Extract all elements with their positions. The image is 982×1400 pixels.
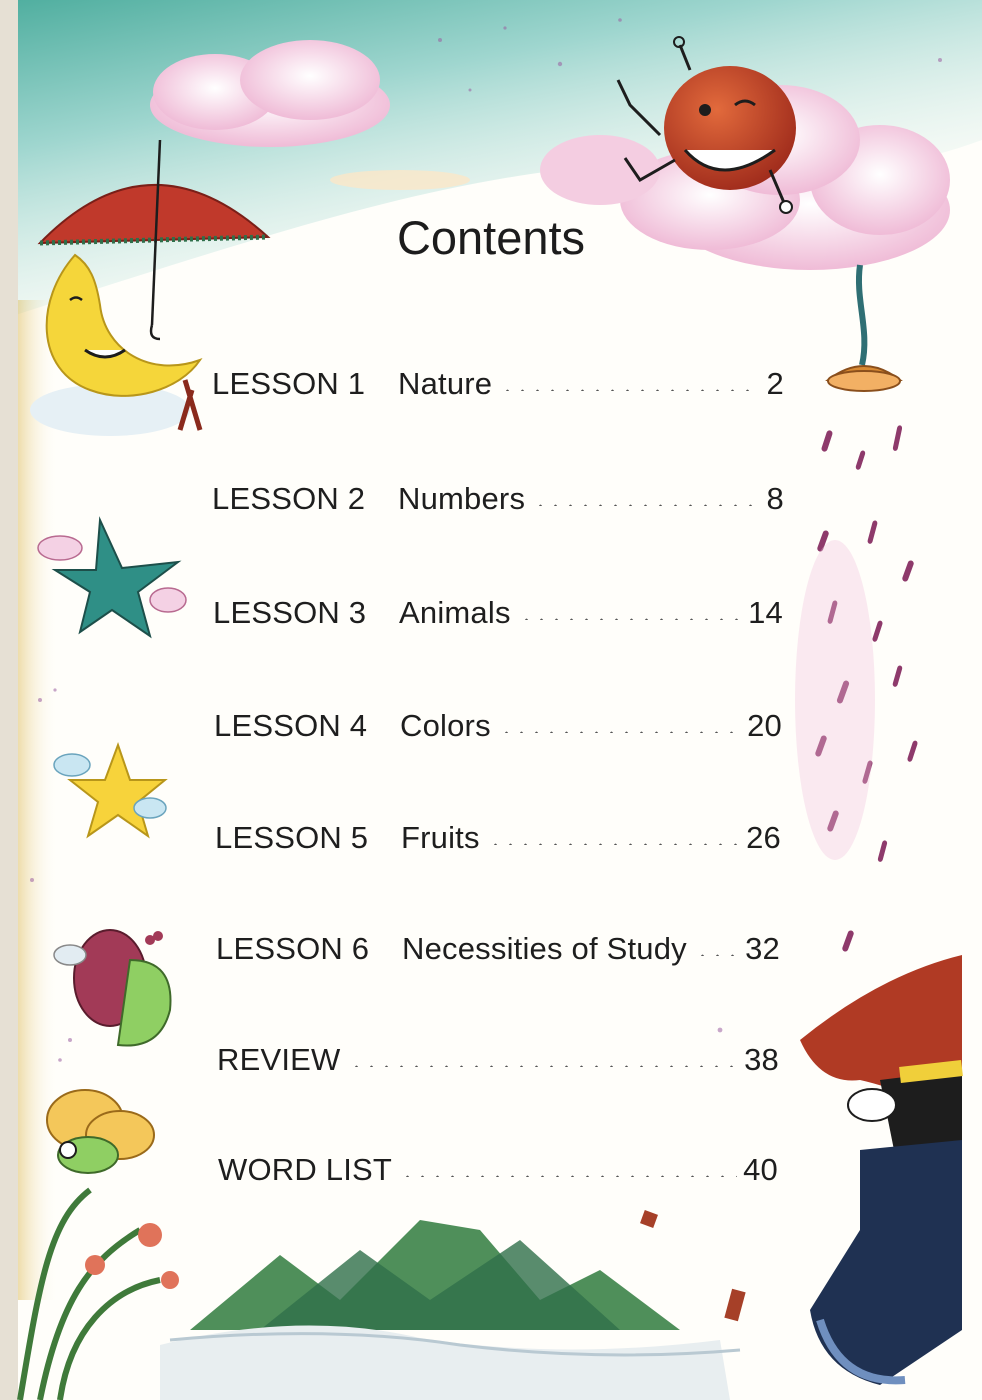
toc-entry-review[interactable] — [217, 1042, 779, 1078]
toc-entry-lesson-2[interactable] — [212, 481, 784, 517]
toc-entry-page: 14 — [748, 595, 783, 630]
snail-character-icon — [54, 930, 171, 1046]
winged-star-green-icon — [38, 520, 186, 636]
winged-star-yellow-icon — [54, 745, 166, 836]
toc-entry-page: 2 — [766, 366, 784, 401]
dot-leader — [695, 954, 739, 956]
dot-leader — [500, 389, 760, 391]
dot-leader — [499, 731, 741, 733]
toc-entry-word-list[interactable] — [218, 1152, 778, 1188]
toc-entry-number: LESSON 5 — [215, 820, 369, 855]
toc-entry-title: Nature — [398, 366, 493, 401]
toc-entry-page: 26 — [746, 820, 781, 855]
bee-character-icon — [47, 1090, 154, 1173]
toc-entry-lesson-3[interactable] — [213, 595, 783, 631]
toc-entry-page: 20 — [747, 708, 782, 743]
toc-entry-page: 40 — [743, 1152, 778, 1187]
mountains-icon — [160, 1220, 740, 1400]
toc-entry-title: Fruits — [401, 820, 480, 855]
dot-leader — [519, 618, 742, 620]
toc-entry-lesson-1[interactable] — [212, 366, 784, 402]
dot-leader — [400, 1175, 737, 1177]
dot-leader — [488, 843, 740, 845]
toc-entry-lesson-6[interactable] — [216, 931, 780, 967]
toc-entry-title: WORD LIST — [218, 1152, 393, 1187]
toc-entry-title: Animals — [399, 595, 511, 630]
toc-entry-number: LESSON 1 — [212, 366, 366, 401]
toc-entry-title: Colors — [400, 708, 491, 743]
toc-entry-page: 38 — [744, 1042, 779, 1077]
toc-entry-number: LESSON 3 — [213, 595, 367, 630]
toc-entry-page: 8 — [766, 481, 784, 516]
toc-entry-lesson-4[interactable] — [214, 708, 782, 744]
toc-entry-number: LESSON 4 — [214, 708, 368, 743]
toc-entry-title: Necessities of Study — [402, 931, 687, 966]
dot-leader — [533, 504, 760, 506]
rain-drops — [795, 425, 918, 952]
toc-entry-page: 32 — [745, 931, 780, 966]
toc-entry-title: Numbers — [398, 481, 526, 516]
toc-entry-title: REVIEW — [217, 1042, 341, 1077]
dot-leader — [349, 1065, 739, 1067]
shower-head-icon — [828, 265, 900, 391]
toc-entry-lesson-5[interactable] — [215, 820, 781, 856]
toc-entry-number: LESSON 2 — [212, 481, 366, 516]
toc-entry-number: LESSON 6 — [216, 931, 370, 966]
page-title: Contents — [396, 211, 586, 264]
